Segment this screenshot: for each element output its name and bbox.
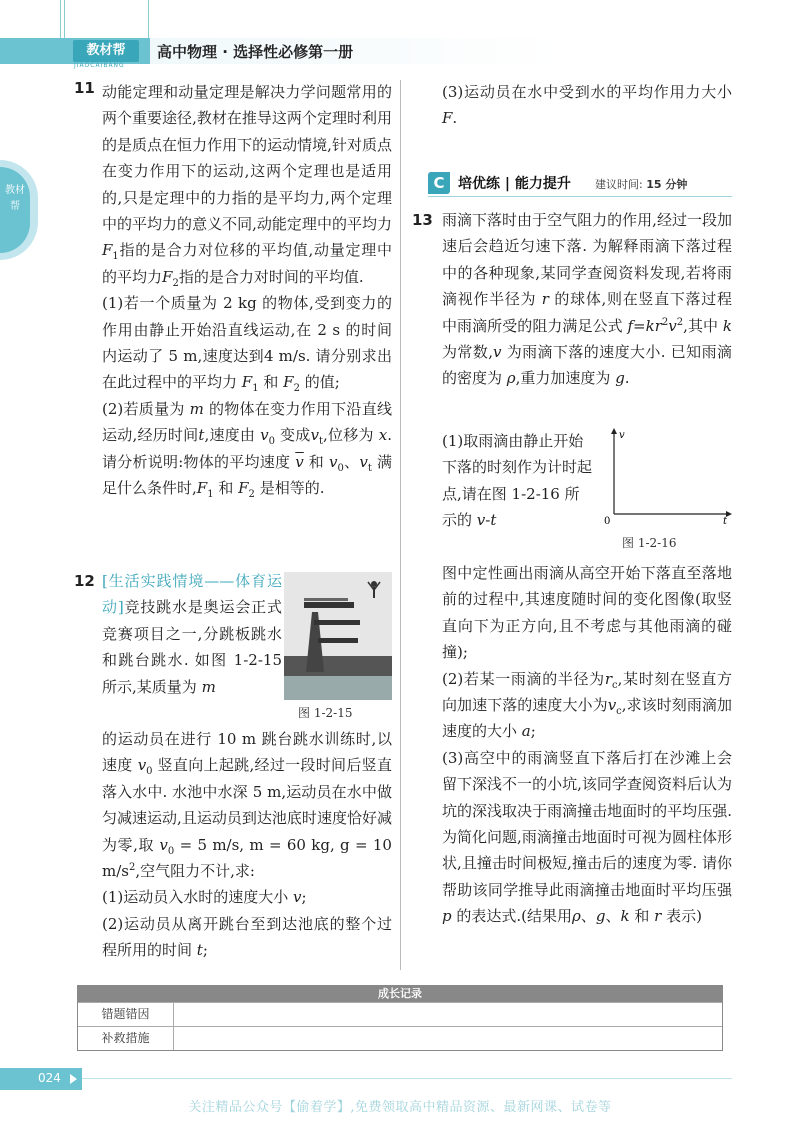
q11-part1: (1)若一个质量为 2 kg 的物体,受到变力的作用由静止开始沿直线运动,在 2 s 的时间内运动了 5 m,速度达到4 m/s. 请分别求出在此过程中的平均力 $F_1$ 和 $F_2$ 的值; bbox=[102, 294, 392, 395]
q12-part2: (2)运动员从离开跳台至到达池底的整个过程所用的时间 t; bbox=[102, 914, 392, 960]
question-number: 12 bbox=[74, 572, 95, 590]
section-badge: C bbox=[428, 172, 450, 194]
arrow-right-icon bbox=[70, 1074, 77, 1084]
footer-advert: 关注精品公众号【偷着学】,免费领取高中精品资源、最新网课、试卷等 bbox=[188, 1100, 612, 1115]
header-rule bbox=[60, 0, 61, 38]
figure-caption: 图 1-2-15 bbox=[298, 706, 353, 720]
side-tab-label: 教材帮 bbox=[5, 185, 25, 212]
section-underline bbox=[428, 196, 732, 197]
record-label: 补救措施 bbox=[78, 1027, 174, 1050]
section-c-header bbox=[428, 172, 732, 198]
axis-label-t: t bbox=[723, 516, 728, 524]
question-number: 11 bbox=[74, 79, 95, 97]
question-11 bbox=[102, 79, 392, 502]
header-rule bbox=[64, 0, 65, 38]
record-row-error-cause[interactable] bbox=[78, 1002, 722, 1026]
footer-rule bbox=[82, 1078, 732, 1079]
question-12-body: 的运动员在进行 10 m 跳台跳水训练时,以速度 $v_0$ 竖直向上起跳,经过一段时间后竖直落入水中. 水池中水深 5 m,运动员在水中做匀减速运动,且运动员到达池底时速度恰好减为零,取 $v_0 = 5$ m/s, m = 60 kg, g = 10 $m/s^2$,空气阻力不计,求: (1)运动员入水时的速度大小 v; (2)运动员从离开跳台至到达池底的整个过程所用的时间 t; bbox=[102, 726, 392, 964]
context-tag: [生活实践情境——体育运动] bbox=[102, 572, 282, 617]
v-t-axes bbox=[600, 428, 734, 524]
q12-part1: (1)运动员入水时的速度大小 v; bbox=[102, 888, 307, 907]
question-number: 13 bbox=[412, 211, 433, 229]
axis-label-v: v bbox=[619, 430, 625, 441]
question-13-intro: 雨滴下落时由于空气阻力的作用,经过一段加速后会趋近匀速下落. 为解释雨滴下落过程中的各种现象,某同学查阅资料发现,若将雨滴视作半径为 r 的球体,则在竖直下落过程中雨滴所受的阻力满足公式 $f=kr^2v^2$,其中 k 为常数,v 为雨滴下落的速度大小. 已知雨滴的密度为 ρ,重力加速度为 g. bbox=[442, 211, 732, 388]
brand-subtitle: JIAOCAIBANG bbox=[74, 62, 125, 69]
section-title: 培优练 | 能力提升 bbox=[458, 176, 571, 192]
header-rule bbox=[148, 0, 149, 38]
figure-caption: 图 1-2-16 bbox=[622, 536, 677, 550]
growth-record-title: 成长记录 bbox=[78, 986, 722, 1002]
record-label: 错题错因 bbox=[78, 1003, 174, 1026]
suggested-time: 建议时间: 15 分钟 bbox=[595, 178, 688, 191]
growth-record-table bbox=[77, 985, 723, 1051]
question-13-part1-a: (1)取雨滴由静止开始下落的时刻作为计时起点,请在图 1-2-16 所示的 v-t bbox=[442, 432, 593, 530]
q13-part2: (2)若某一雨滴的半径为$r_c$,某时刻在竖直方向加速下落的速度大小为$v_c$,求该时刻雨滴加速度的大小 a; bbox=[442, 669, 733, 741]
diving-platform-photo bbox=[284, 572, 392, 700]
v-t-graph bbox=[600, 428, 734, 524]
book-title: 高中物理 · 选择性必修第一册 bbox=[157, 43, 354, 61]
question-12-intro: [生活实践情境——体育运动]竞技跳水是奥运会正式竞赛项目之一,分跳板跳水和跳台跳水. 如图 1-2-15 所示,某质量为 m bbox=[102, 572, 282, 696]
brand-logo: 教材帮 bbox=[73, 40, 139, 62]
question-12-part3: (3)运动员在水中受到水的平均作用力大小 F. bbox=[442, 83, 732, 128]
q11-part2: (2)若质量为 m 的物体在变力作用下沿直线运动,经历时间t,速度由 $v_0$ 变成$v_t$,位移为 x. 请分析说明:物体的平均速度 $\overline{v}$ 和 $v_0$、$v_t$ 满足什么条件时$,F_1$ 和 $F_2$ 是相等的. bbox=[102, 399, 392, 501]
axis-origin: 0 bbox=[604, 516, 611, 524]
diving-platform-illustration bbox=[284, 572, 392, 700]
column-divider bbox=[400, 80, 401, 970]
record-row-remedy[interactable] bbox=[78, 1026, 722, 1050]
question-13-part1-b: 图中定性画出雨滴从高空开始下落直至落地前的过程中,其速度随时间的变化图像(取竖直向下为正方向,且不考虑与其他雨滴的碰撞); (2)若某一雨滴的半径为$r_c$,某时刻在竖直方向加速下落的速度大小为$v_c$,求该时刻雨滴加速度的大小 a; (3)高空中的雨滴竖直下落后打在沙滩上会留下深浅不一的小坑,该同学查阅资料后认为坑的深浅取决于雨滴撞击地面时的平均压强. 为简化问题,雨滴撞击地面时可视为圆柱体形状,且撞击时间极短,撞击后的速度为零. 请你帮助该同学推导此雨滴撞击地面时平均压强 p 的表达式.(结果用ρ、g、k 和 r 表示) bbox=[442, 560, 732, 930]
q11-intro: 动能定理和动量定理是解决力学问题常用的两个重要途径,教材在推导这两个定理时利用的是质点在恒力作用下的运动情境,针对质点在变力作用下的运动,这两个定理也是适用的,只是定理中的力指的是平均力,两个定理中的平均力的意义不同,动能定理中的平均力$F_1$指的是合力对位移的平均值,动量定理中的平均力$F_2$指的是合力对时间的平均值. bbox=[102, 83, 392, 289]
q13-part3: (3)高空中的雨滴竖直下落后打在沙滩上会留下深浅不一的小坑,该同学查阅资料后认为坑的深浅取决于雨滴撞击地面时的平均压强. 为简化问题,雨滴撞击地面时可视为圆柱体形状,且撞击时间极短,撞击后的速度为零. 请你帮助该同学推导此雨滴撞击地面时平均压强 p 的表达式.(结果用ρ、g、k 和 r 表示) bbox=[442, 748, 732, 926]
page-header bbox=[0, 0, 800, 69]
page-number: 024 bbox=[38, 1071, 61, 1085]
